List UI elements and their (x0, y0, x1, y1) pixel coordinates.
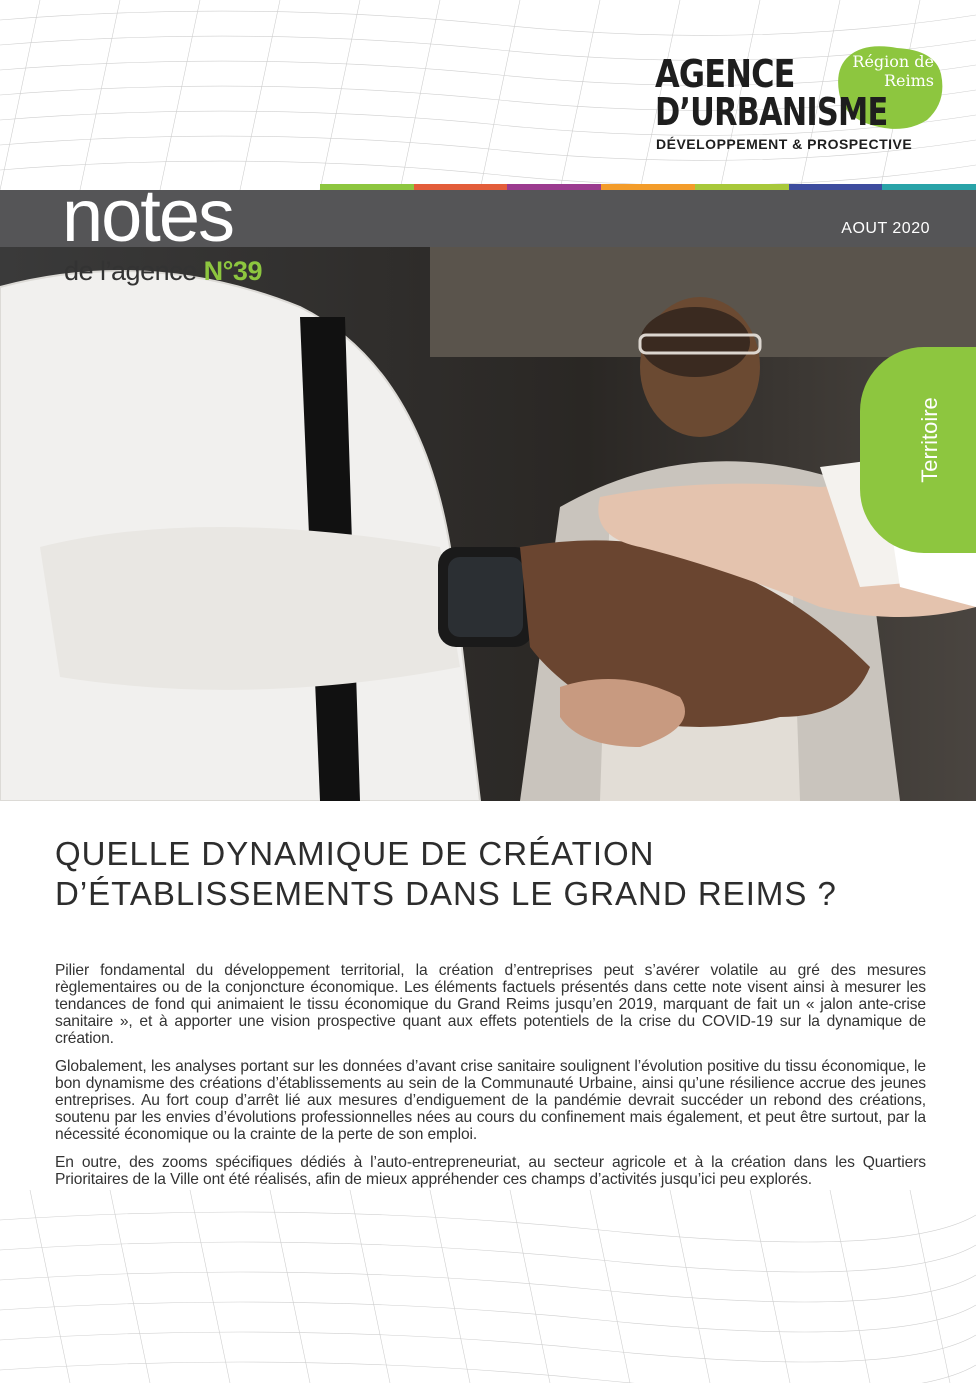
handshake-illustration (0, 247, 976, 801)
paragraph-2: Globalement, les analyses portant sur les données d’avant crise sanitaire soulignent l’évolution positive du tissu économique, le bon dynamisme des créations d’établissements au sein de la Communauté Urbaine, ainsi qu’une résilience accrue des jeunes entreprises. Au fort coup d’arrêt lié aux mesures d’endiguement de la pandémie devrait succéder un rebond des créations, soutenu par les envies d’évolutions professionnelles nées au cours du confinement mais également, et peut être surtout, par la nécessité économique ou la crainte de la perte de son emploi. (55, 1058, 926, 1143)
logo-line-2: D’URBANISME (655, 90, 888, 134)
cover-photo (0, 247, 976, 801)
headline (55, 834, 935, 914)
paragraph-3: En outre, des zooms spécifiques dédiés à l’auto-entrepreneuriat, au secteur agricole et à la création dans les Quartiers Prioritaires de la Ville ont été réalisés, afin de mieux appréhender ces champs d’activités jusqu’ici peu explorés. (55, 1154, 926, 1188)
article-body (55, 962, 926, 1199)
subtitle-line (64, 256, 262, 287)
notes-title: notes (62, 174, 234, 257)
logo-tagline: DÉVELOPPEMENT & PROSPECTIVE (656, 136, 913, 152)
headline-line-2: D’ÉTABLISSEMENTS DANS LE GRAND REIMS ? (55, 875, 837, 912)
subtitle-text: de l’agence (64, 256, 197, 286)
logo-region-text: Région de Reims (852, 52, 934, 90)
mesh-background-bottom (0, 1190, 976, 1383)
category-tag-label: Territoire (917, 397, 942, 483)
issue-number: N°39 (203, 256, 262, 286)
headline-line-1: QUELLE DYNAMIQUE DE CRÉATION (55, 835, 655, 872)
logo-line-1: AGENCE (655, 52, 795, 96)
issue-date: AOUT 2020 (841, 220, 930, 237)
paragraph-1: Pilier fondamental du développement territorial, la création d’entreprises peut s’avérer volatile au gré des mesures règlementaires ou de la conjoncture économique. Les éléments factuels présentés dans cette note visent ainsi à mesurer les tendances de fond qui animaient le tissu économique du Grand Reims jusqu’en 2019, marquant de fait un « jalon ante-crise sanitaire », et à apporter une vision prospective quant aux effets potentiels de la crise du COVID-19 sur la dynamique de création. (55, 962, 926, 1047)
agency-logo (655, 40, 955, 160)
